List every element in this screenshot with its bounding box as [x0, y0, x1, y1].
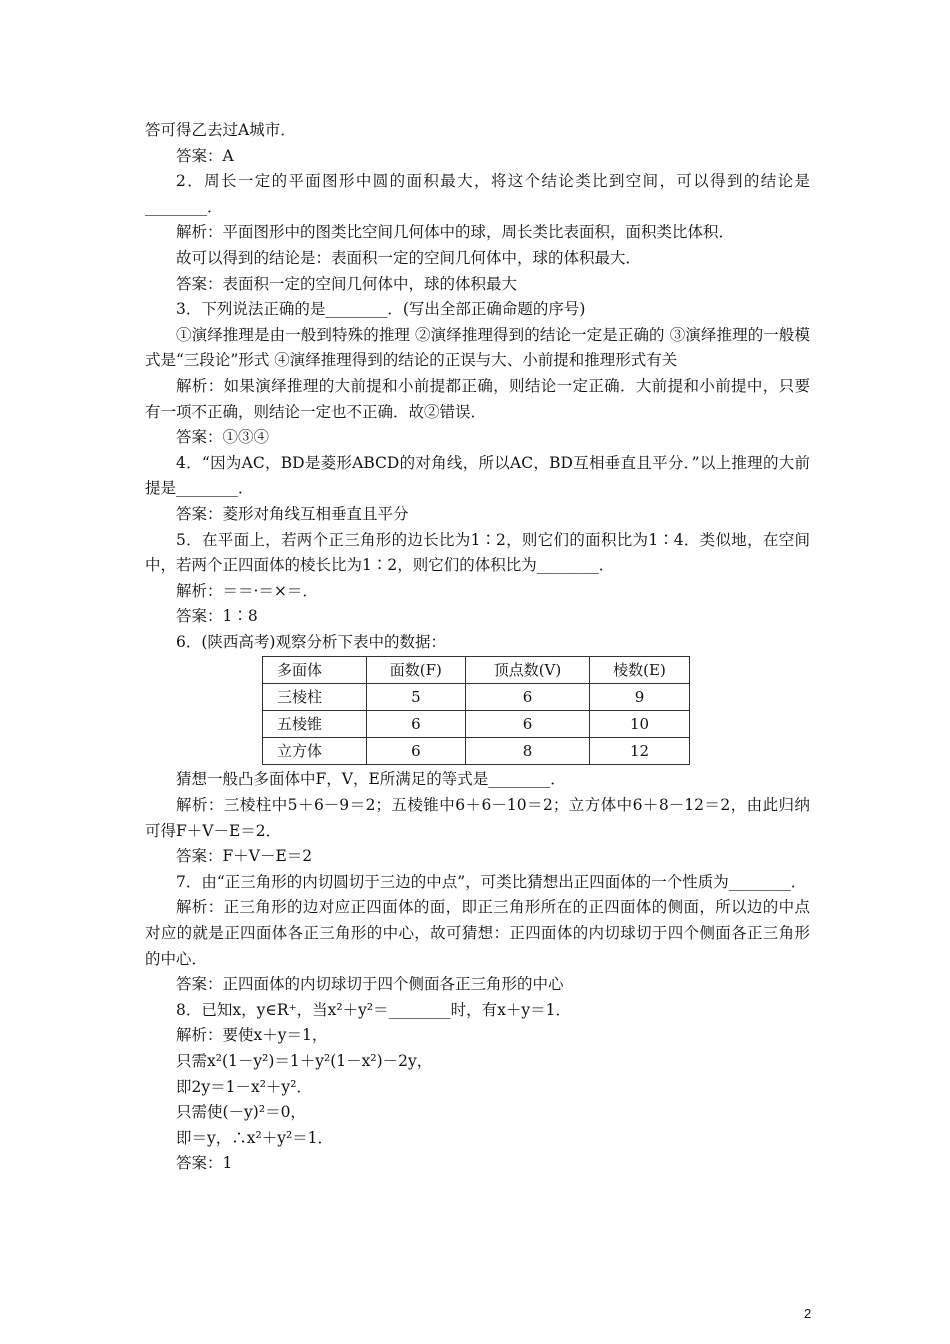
table-cell: 6: [465, 684, 589, 711]
header-cell: 棱数(E): [590, 657, 690, 684]
paragraph: 只需使(－y)²＝0，: [176, 1103, 306, 1122]
page-number: 2: [804, 1306, 812, 1321]
paragraph: 答案：1: [176, 1154, 233, 1173]
paragraph: 答案：①③④: [176, 428, 270, 447]
paragraph: 答案：菱形对角线互相垂直且平分: [176, 504, 409, 523]
table-cell: 10: [590, 711, 690, 738]
paragraph: 解析：＝＝·＝×＝．: [176, 581, 318, 600]
document-body: [145, 118, 810, 1177]
paragraph: ①演绎推理是由一般到特殊的推理 ②演绎推理得到的结论一定是正确的 ③演绎推理的一般模式是“三段论”形式 ④演绎推理得到的结论的正误与大、小前提和推理形式有关: [145, 325, 810, 370]
paragraph: 答案：表面积一定的空间几何体中，球的体积最大: [176, 274, 518, 293]
paragraph: 解析：要使x＋y＝1，: [176, 1026, 328, 1045]
table-cell: 8: [465, 738, 589, 765]
paragraph: 3．下列说法正确的是________．(写出全部正确命题的序号): [176, 300, 586, 319]
table-cell: 6: [366, 711, 465, 738]
paragraph: 4．“因为AC，BD是菱形ABCD的对角线，所以AC，BD互相垂直且平分．”以上推理的大前提是________．: [145, 453, 810, 498]
paragraphs-top: [145, 118, 810, 655]
paragraph: 解析：平面图形中的图类比空间几何体中的球，周长类比表面积，面积类比体积．: [176, 223, 735, 242]
paragraph: 答案：正四面体的内切球切于四个侧面各正三角形的中心: [176, 975, 564, 994]
paragraph: 即＝y，∴x²＋y²＝1．: [176, 1128, 334, 1147]
table-header-row: [263, 657, 690, 684]
table-cell: 三棱柱: [263, 684, 367, 711]
table-cell: 12: [590, 738, 690, 765]
paragraph: 6．(陕西高考)观察分析下表中的数据：: [176, 632, 446, 651]
paragraph: 答可得乙去过A城市．: [145, 121, 296, 139]
table-row: [263, 711, 690, 738]
header-cell: 顶点数(V): [465, 657, 589, 684]
paragraph: 解析：正三角形的边对应正四面体的面，即正三角形所在的正四面体的侧面，所以边的中点对应的就是正四面体各正三角形的中心，故可猜想：正四面体的内切球切于四个侧面各正三角形的中心．: [145, 898, 810, 968]
paragraph: 解析：三棱柱中5＋6－9＝2；五棱锥中6＋6－10＝2；立方体中6＋8－12＝2，由此归纳可得F＋V－E＝2．: [145, 796, 810, 840]
paragraph: 猜想一般凸多面体中F，V，E所满足的等式是________．: [176, 770, 566, 789]
paragraph: 2．周长一定的平面图形中圆的面积最大，将这个结论类比到空间，可以得到的结论是________．: [145, 172, 810, 216]
header-cell: 面数(F): [366, 657, 465, 684]
table-row: [263, 738, 690, 765]
paragraph: 答案：A: [176, 146, 234, 165]
paragraph: 即2y＝1－x²＋y²．: [176, 1077, 312, 1096]
table-cell: 五棱锥: [263, 711, 367, 738]
table-cell: 6: [465, 711, 589, 738]
paragraph: 7．由“正三角形的内切圆切于三边的中点”，可类比猜想出正四面体的一个性质为________．: [176, 872, 807, 891]
paragraph: 答案：1∶8: [176, 607, 258, 626]
paragraph: 答案：F＋V－E＝2: [176, 847, 313, 866]
table-cell: 5: [366, 684, 465, 711]
paragraph: 解析：如果演绎推理的大前提和小前提都正确，则结论一定正确．大前提和小前提中，只要有一项不正确，则结论一定也不正确．故②错误．: [145, 376, 810, 421]
paragraphs-bottom: [145, 767, 810, 1177]
paragraph: 8．已知x，y∈R⁺，当x²＋y²＝________时，有x＋y＝1．: [176, 1000, 571, 1019]
table-cell: 立方体: [263, 738, 367, 765]
paragraph: 5．在平面上，若两个正三角形的边长比为1∶2，则它们的面积比为1∶4．类似地，在空间中，若两个正四面体的棱长比为1∶2，则它们的体积比为________．: [145, 530, 810, 575]
header-cell: 多面体: [263, 657, 367, 684]
table-row: [263, 684, 690, 711]
table-cell: 9: [590, 684, 690, 711]
polyhedron-table: [262, 656, 690, 765]
table-cell: 6: [366, 738, 465, 765]
paragraph: 只需x²(1－y²)＝1＋y²(1－x²)－2y，: [176, 1052, 433, 1070]
paragraph: 故可以得到的结论是：表面积一定的空间几何体中，球的体积最大．: [176, 248, 642, 267]
